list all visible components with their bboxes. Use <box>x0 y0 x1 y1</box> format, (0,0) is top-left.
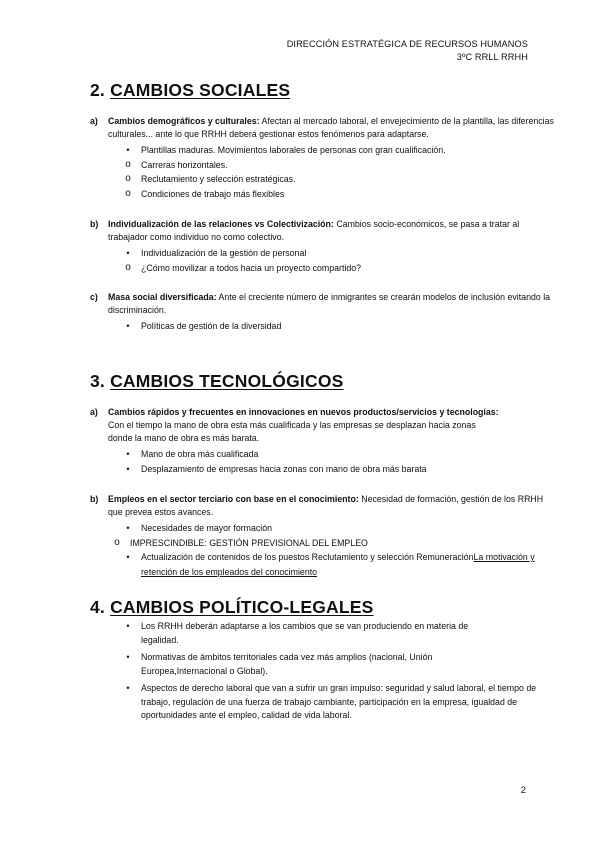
section-heading-technological <box>90 371 344 392</box>
list-item <box>90 550 561 579</box>
bullet-list <box>90 620 537 723</box>
item-heading: Masa social diversificada: <box>108 292 217 302</box>
list-item-text: ¿Cómo movilizar a todos hacia un proyecto compartido? <box>141 262 362 273</box>
list-item <box>90 462 560 477</box>
bullet-marker: o <box>125 261 131 273</box>
item-2c <box>90 291 560 334</box>
list-item <box>90 143 560 158</box>
item-heading: Individualización de las relaciones vs Colectivización: <box>108 219 334 229</box>
list-item-text: Carreras horizontales. <box>141 159 228 170</box>
list-item <box>90 187 560 202</box>
item-text: Ante el creciente número de inmigrantes se crearán modelos de inclusión evitando la discriminación. <box>108 292 551 315</box>
list-item <box>90 521 560 536</box>
section-number: 4. <box>90 597 105 617</box>
list-item <box>90 172 560 187</box>
bullet-marker: o <box>114 536 120 548</box>
header-course-group: 3ºC RRLL RRHH <box>456 52 528 62</box>
item-label: c) <box>90 292 98 302</box>
list-item <box>90 319 560 334</box>
bullet-marker: o <box>125 187 131 199</box>
bullet-list <box>90 246 560 275</box>
bullet-marker: • <box>126 683 130 693</box>
section-title: CAMBIOS TECNOLÓGICOS <box>110 371 344 391</box>
list-item <box>90 158 560 173</box>
list-item-text: Mano de obra más cualificada <box>141 449 259 459</box>
list-item-text: Normativas de ámbitos territoriales cada vez más amplios (nacional, Unión Europea,Internacional o Global). <box>141 652 433 676</box>
list-item-text: Condiciones de trabajo más flexibles <box>141 188 285 199</box>
bullet-list <box>90 143 560 201</box>
list-item-text: Los RRHH deberán adaptarse a los cambios que se van produciendo en materia de legalidad. <box>141 621 469 645</box>
bullet-marker: o <box>125 158 131 170</box>
bullet-marker: o <box>125 173 131 184</box>
item-text: Afectan al mercado laboral, el envejecimiento de la plantilla, las diferencias culturales... ante lo que RRHH deberá gestionar estos fenómenos para adaptarse. <box>108 116 554 139</box>
list-item <box>90 651 470 678</box>
bullet-marker: • <box>126 652 130 662</box>
list-item-text: Políticas de gestión de la diversidad <box>141 321 282 331</box>
running-header <box>287 38 528 64</box>
item-text: Cambios socio-económicos, se pasa a tratar al trabajador como individuo no como colectivo. <box>108 219 520 242</box>
list-item <box>90 620 470 647</box>
bullet-list <box>90 447 560 476</box>
list-item <box>90 447 560 462</box>
bullet-marker: • <box>126 145 130 155</box>
list-item <box>90 682 541 723</box>
bullet-marker: • <box>126 321 130 331</box>
item-2b <box>90 218 560 275</box>
item-heading: Empleos en el sector terciario con base en el conocimiento: <box>108 494 359 504</box>
section-number: 2. <box>90 80 105 100</box>
section-heading-political-legal <box>90 597 373 618</box>
list-item <box>90 261 560 276</box>
bullet-marker: • <box>126 463 130 474</box>
bullet-marker: • <box>126 552 130 562</box>
item-text: Con el tiempo la mano de obra esta más cualificada y las empresas se desplazan hacia zonas donde la mano de obra es más barata. <box>108 420 476 443</box>
list-item-text: Reclutamiento y selección estratégicas. <box>141 174 296 184</box>
bullet-list <box>90 319 560 334</box>
bullet-marker: • <box>126 523 130 533</box>
list-item-text: IMPRESCINDIBLE: GESTIÓN PREVISIONAL DEL EMPLEO <box>130 537 368 548</box>
section-title: CAMBIOS SOCIALES <box>110 80 291 100</box>
list-item <box>90 246 560 261</box>
section-4-list <box>90 620 537 723</box>
underlined-link-text: La motivación y retención de los empleados del conocimiento <box>141 552 535 577</box>
section-heading-social <box>90 80 290 101</box>
item-heading: Cambios rápidos y frecuentes en innovaciones en nuevos productos/servicios y tecnologías: <box>108 407 499 417</box>
item-label: a) <box>90 407 98 417</box>
item-text: Necesidad de formación, gestión de los RRHH que prevea estos avances. <box>108 494 544 517</box>
bullet-marker: • <box>126 449 130 459</box>
list-item-text: Desplazamiento de empresas hacia zonas con mano de obra más barata <box>141 463 427 474</box>
list-item-text: Aspectos de derecho laboral que van a sufrir un gran impulso: seguridad y salud laboral, el tiempo de trabajo, regulación de una fuerza de trabajo cambiante, participación en la empresa, igualdad de oportunidades ante el empleo, calidad de vida laboral. <box>141 683 537 720</box>
section-number: 3. <box>90 371 105 391</box>
list-item <box>90 536 560 551</box>
list-item-text: Plantillas maduras. Movimientos laborales de personas con gran cualificación. <box>141 145 446 155</box>
page-number: 2 <box>520 785 526 796</box>
item-label: b) <box>90 494 99 504</box>
section-title: CAMBIOS POLÍTICO-LEGALES <box>110 597 374 617</box>
list-item-text: Individualización de la gestión de personal <box>141 248 307 258</box>
item-label: a) <box>90 116 98 126</box>
item-2a <box>90 115 560 201</box>
list-item-text: Necesidades de mayor formación <box>141 523 273 533</box>
bullet-marker: • <box>126 248 130 258</box>
item-3b <box>90 493 560 579</box>
item-label: b) <box>90 219 99 229</box>
bullet-marker: • <box>126 621 130 631</box>
list-item-text: Actualización de contenidos de los puestos Reclutamiento y selección Remuneración <box>141 552 474 562</box>
item-heading: Cambios demográficos y culturales: <box>108 116 260 126</box>
bullet-list <box>90 521 560 579</box>
item-3a <box>90 406 500 476</box>
header-course-title: DIRECCIÓN ESTRATÉGICA DE RECURSOS HUMANOS <box>286 39 528 49</box>
